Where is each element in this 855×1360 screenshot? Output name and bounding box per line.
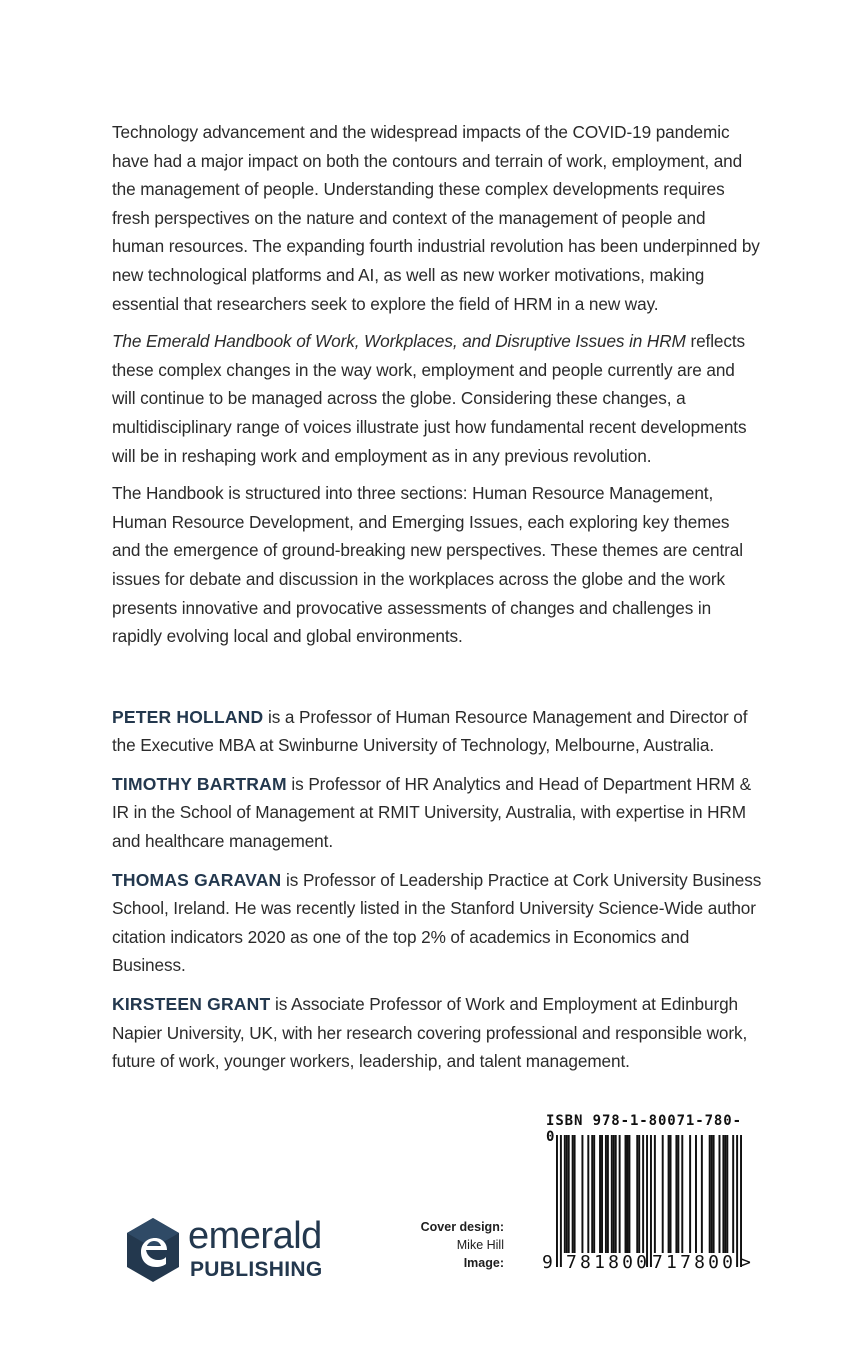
barcode-bar [636,1135,638,1253]
barcode-bar [689,1135,691,1253]
logo-wordmark: emerald [188,1215,322,1257]
back-cover-text [112,118,762,1086]
barcode-bar [654,1135,656,1253]
barcode-bar [709,1135,711,1253]
barcode-bar [726,1135,728,1253]
barcode-bar [574,1135,576,1253]
barcode-bar [724,1135,726,1253]
barcode-bar [711,1135,713,1253]
barcode-bar [556,1135,558,1267]
barcode-bar [572,1135,574,1253]
barcode-bar [722,1135,724,1253]
publisher-logo [124,1216,334,1286]
barcode-bar [681,1135,683,1253]
barcode-bar [695,1135,697,1253]
barcode-bar [668,1135,670,1253]
author-bio [112,990,762,1076]
barcode-bar [736,1135,738,1267]
barcode-bars [556,1135,742,1267]
author-bio [112,703,762,760]
author-bios [112,703,762,1076]
barcode-bar [619,1135,621,1253]
author-bio [112,866,762,980]
barcode-bar [675,1135,677,1253]
barcode-bar [611,1135,613,1253]
barcode-bar [613,1135,615,1253]
barcode-end-marker: > [740,1252,752,1273]
description-paragraph-2-rest: reflects these complex changes in the way work, employment and people currently are and will continue to be managed across the globe. Considering these changes, a multidisciplinary range of voices illustrate just how fundamental recent developments will be in reshaping work and employment as in any previous revolution. [112,331,747,466]
author-bio [112,770,762,856]
barcode-bar [593,1135,595,1253]
barcode-bar [568,1135,570,1253]
barcode-bar [607,1135,609,1253]
barcode-bar [638,1135,640,1253]
barcode-bar [625,1135,627,1253]
barcode-bar [601,1135,603,1253]
logo-subtitle: PUBLISHING [190,1258,323,1281]
barcode-bar [566,1135,568,1253]
isbn-text: ISBN 978-1-80071-780-0 [546,1113,742,1145]
barcode-bar [740,1135,742,1267]
barcode-bar [677,1135,679,1253]
barcode-bar [713,1135,715,1253]
barcode-bar [628,1135,630,1253]
barcode-first-digit: 9 [542,1252,554,1273]
barcode-bar [650,1135,652,1267]
barcode-bar [587,1135,589,1253]
barcode-bar [670,1135,672,1253]
barcode-bar [646,1135,648,1267]
book-title: The Emerald Handbook of Work, Workplaces, and Disruptive Issues in HRM [112,331,686,352]
description-paragraph-2 [112,327,762,470]
barcode-bar [732,1135,734,1253]
barcode-group-left: 781800 [566,1252,651,1273]
description-paragraph-3: The Handbook is structured into three sections: Human Resource Management, Human Resource Development, and Emerging Issues, each exploring key themes and the emergence of ground-breaking new perspectives. These themes are central issues for debate and discussion in the workplaces across the globe and the work presents innovative and provocative assessments of changes and challenges in rapidly evolving local and global environments. [112,483,743,647]
barcode-bar [599,1135,601,1253]
barcode-bar [560,1135,562,1267]
barcode-bar [581,1135,583,1253]
author-bio-text: is Professor of Leadership Practice at Cork University Business School, Ireland. He was recently listed in the Stanford University Science-Wide author citation indicators 2020 as one of the top 2% of academics in Economics and Business. [112,869,762,976]
description-paragraph-1: Technology advancement and the widespread impacts of the COVID-19 pandemic have had a major impact on both the contours and terrain of work, employment, and the management of people. Understanding these complex developments requires fresh perspectives on the nature and context of the management of people and human resources. The expanding fourth industrial revolution has been underpinned by new technological platforms and AI, as well as new worker motivations, making essential that researchers seek to explore the field of HRM in a new way. [112,122,760,314]
barcode-bar [626,1135,628,1253]
barcode-bar [642,1135,644,1253]
author-bio-text: is Professor of HR Analytics and Head of Department HRM & IR in the School of Management at RMIT University, Australia, with expertise in HRM and healthcare management. [112,773,751,852]
author-bio-text: is Associate Professor of Work and Employment at Edinburgh Napier University, UK, with her research covering professional and responsible work, future of work, younger workers, leadership, and talent management. [112,994,748,1072]
author-name: THOMAS GARAVAN [112,869,282,890]
barcode-group-right: 717800 [652,1252,737,1273]
barcode-bar [615,1135,617,1253]
author-bio-text: is a Professor of Human Resource Management and Director of the Executive MBA at Swinburne University of Technology, Melbourne, Australia. [112,706,748,756]
author-name: PETER HOLLAND [112,706,264,727]
emerald-hexagon-icon [124,1216,182,1284]
image-label: Image: [463,1256,504,1270]
cover-credits [380,1218,504,1272]
barcode-bar [701,1135,703,1253]
barcode-bar [719,1135,721,1253]
cover-design-value: Mike Hill [456,1238,504,1252]
author-name: KIRSTEEN GRANT [112,994,271,1015]
author-name: TIMOTHY BARTRAM [112,773,287,794]
barcode-bar [662,1135,664,1253]
barcode-bar [591,1135,593,1253]
barcode-bar [564,1135,566,1253]
barcode-bar [605,1135,607,1253]
isbn-barcode [540,1113,750,1283]
cover-design-label: Cover design: [420,1220,504,1234]
